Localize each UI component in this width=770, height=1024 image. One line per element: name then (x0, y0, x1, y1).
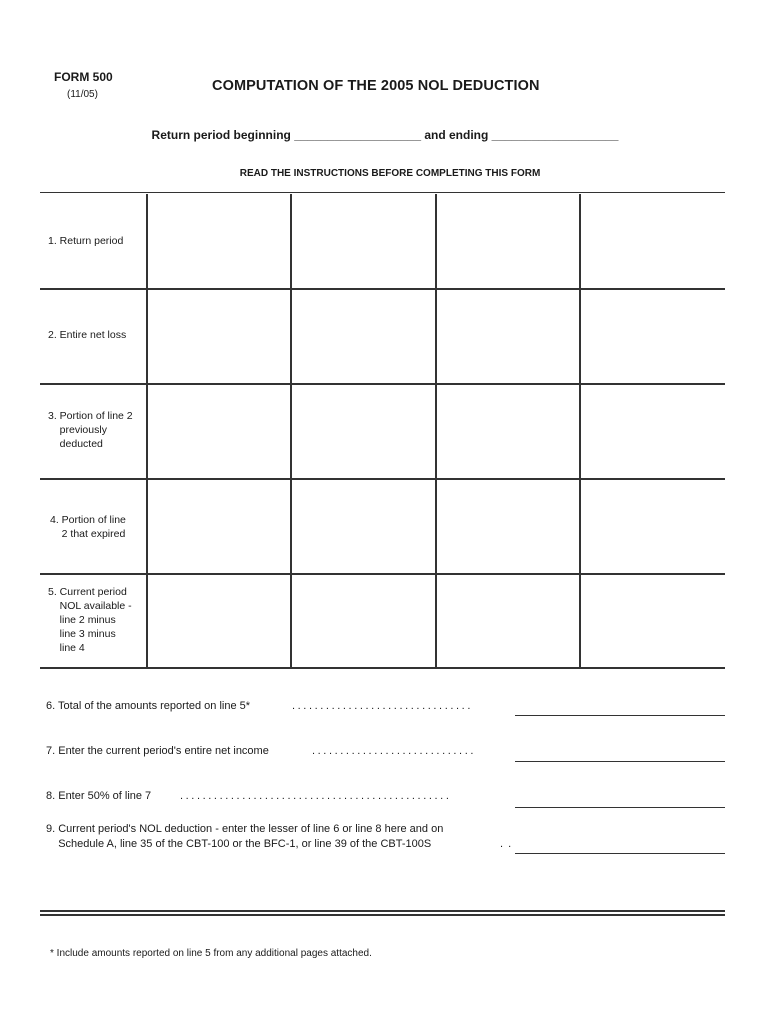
row-divider (40, 383, 725, 385)
footnote: * Include amounts reported on line 5 from any additional pages attached. (50, 948, 372, 959)
double-rule-top (40, 910, 725, 912)
line-7-leader: ............................. (312, 745, 477, 757)
line-9-entry[interactable] (515, 853, 725, 854)
row-divider (40, 478, 725, 480)
return-period-line[interactable]: Return period beginning ___________________ and ending ___________________ (151, 128, 619, 142)
line-6-leader: ................................ (292, 700, 473, 712)
line-8-leader: ................................................ (180, 790, 452, 802)
line-9-leader: . . (500, 838, 513, 850)
row-label-return-period: 1. Return period (48, 235, 124, 247)
column-divider (435, 194, 437, 669)
line-8-entry[interactable] (515, 807, 725, 808)
instructions-banner: READ THE INSTRUCTIONS BEFORE COMPLETING THIS FORM (239, 168, 541, 179)
form-title: COMPUTATION OF THE 2005 NOL DEDUCTION (212, 78, 540, 94)
line-6-label: 6. Total of the amounts reported on line 5* (46, 700, 251, 712)
line-7-entry[interactable] (515, 761, 725, 762)
line-9-label-cont: Schedule A, line 35 of the CBT-100 or the BFC-1, or line 39 of the CBT-100S (46, 838, 432, 850)
row-label-entire-net-loss: 2. Entire net loss (48, 329, 127, 341)
line-9-label: 9. Current period's NOL deduction - enter the lesser of line 6 or line 8 here and on (46, 823, 444, 835)
table-bottom-rule (40, 667, 725, 669)
row-divider (40, 288, 725, 290)
line-6-entry[interactable] (515, 715, 725, 716)
row-divider (40, 573, 725, 575)
column-divider (290, 194, 292, 669)
form-revision: (11/05) (67, 89, 98, 100)
column-divider (146, 194, 148, 669)
row-label-nol-available: 5. Current period NOL available - line 2 minus line 3 minus line 4 (48, 586, 132, 654)
row-label-previously-deducted: 3. Portion of line 2 previously deducted (48, 410, 133, 450)
table-top-rule (40, 192, 725, 193)
column-divider (579, 194, 581, 669)
row-label-expired: 4. Portion of line 2 that expired (50, 514, 126, 540)
double-rule-bottom (40, 914, 725, 916)
line-8-label: 8. Enter 50% of line 7 (46, 790, 152, 802)
form-id: FORM 500 (54, 70, 113, 84)
line-7-label: 7. Enter the current period's entire net income (46, 745, 269, 757)
